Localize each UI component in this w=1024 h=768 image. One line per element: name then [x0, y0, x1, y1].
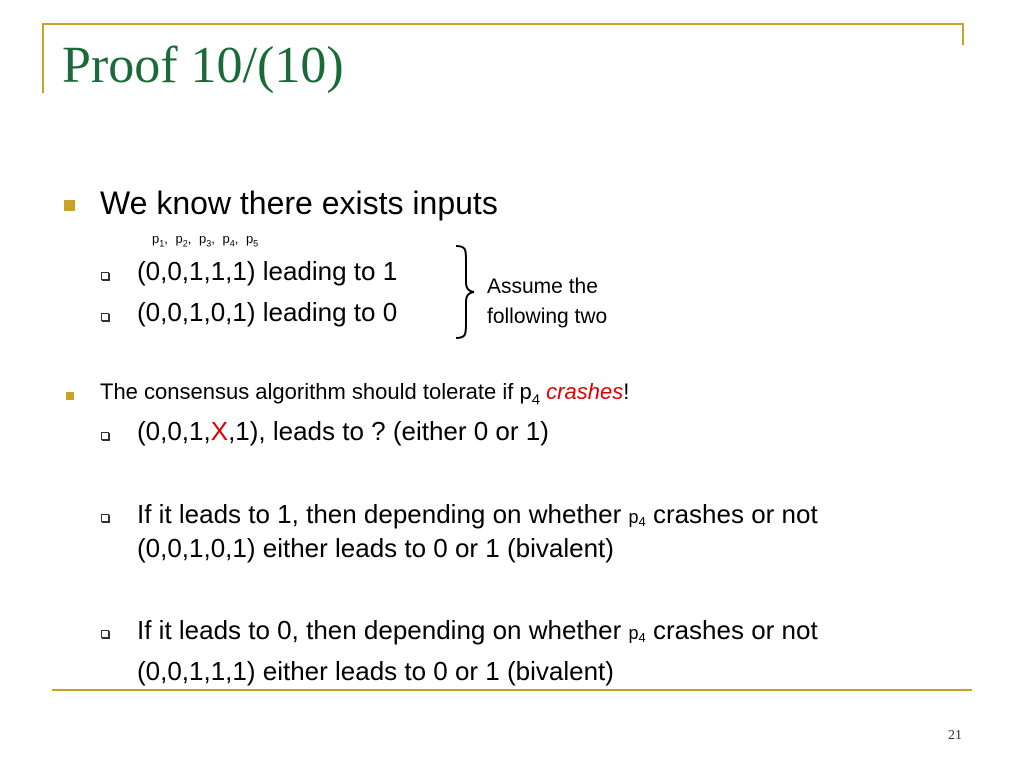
sub-bullet-icon [101, 432, 109, 440]
crashed-input-marker: X [210, 416, 229, 446]
process-label: $p_5$ [245, 231, 259, 249]
crashes-emphasis: crashes [546, 379, 624, 404]
case-leads-to-1-line2: (0,0,1,0,1) either leads to 0 or 1 (bivalent) [137, 533, 614, 563]
bullet-square-icon [66, 392, 74, 400]
bullet-text-tolerate: The consensus algorithm should tolerate if $p_4$ crashes! [100, 379, 630, 409]
sub-bullet-icon [101, 313, 109, 321]
input-item-1: (0,0,1,1,1) leading to 1 [137, 256, 398, 286]
process-label: $p_4$ [222, 231, 235, 249]
case-leads-to-0-line1: If it leads to 0, then depending on whether $p_4$ crashes or not [137, 615, 818, 645]
process-labels: $p_1$, $p_2$, $p_3$, $p_4$, $p_5$ [152, 231, 259, 249]
crash-case: (0,0,1,X,1), leads to ? (either 0 or 1) [137, 416, 549, 446]
left-border-line [42, 23, 44, 93]
sub-bullet-icon [101, 514, 109, 522]
sub-bullet-icon [101, 272, 109, 280]
right-brace-icon [452, 244, 478, 340]
assume-note [487, 272, 607, 332]
process-label: $p_3$ [198, 231, 212, 249]
input-item-2: (0,0,1,0,1) leading to 0 [137, 297, 398, 327]
assume-note-line: following two [487, 305, 608, 328]
right-border-line [962, 23, 964, 45]
process-label: $p_2$ [175, 231, 188, 249]
sub-bullet-icon [101, 630, 109, 638]
bullet-square-icon [64, 200, 75, 211]
case-leads-to-1-line1: If it leads to 1, then depending on whether $p_4$ crashes or not [137, 499, 818, 529]
process-label: $p_1$ [152, 231, 165, 249]
case-leads-to-0-line2: (0,0,1,1,1) either leads to 0 or 1 (bivalent) [137, 656, 614, 686]
bullet-text-inputs: We know there exists inputs [100, 185, 498, 221]
footer-divider [52, 689, 972, 691]
assume-note-line: Assume the [487, 275, 598, 298]
page-number: 21 [948, 728, 962, 743]
top-border-line [42, 23, 964, 25]
slide-title: Proof 10/(10) [62, 37, 344, 94]
